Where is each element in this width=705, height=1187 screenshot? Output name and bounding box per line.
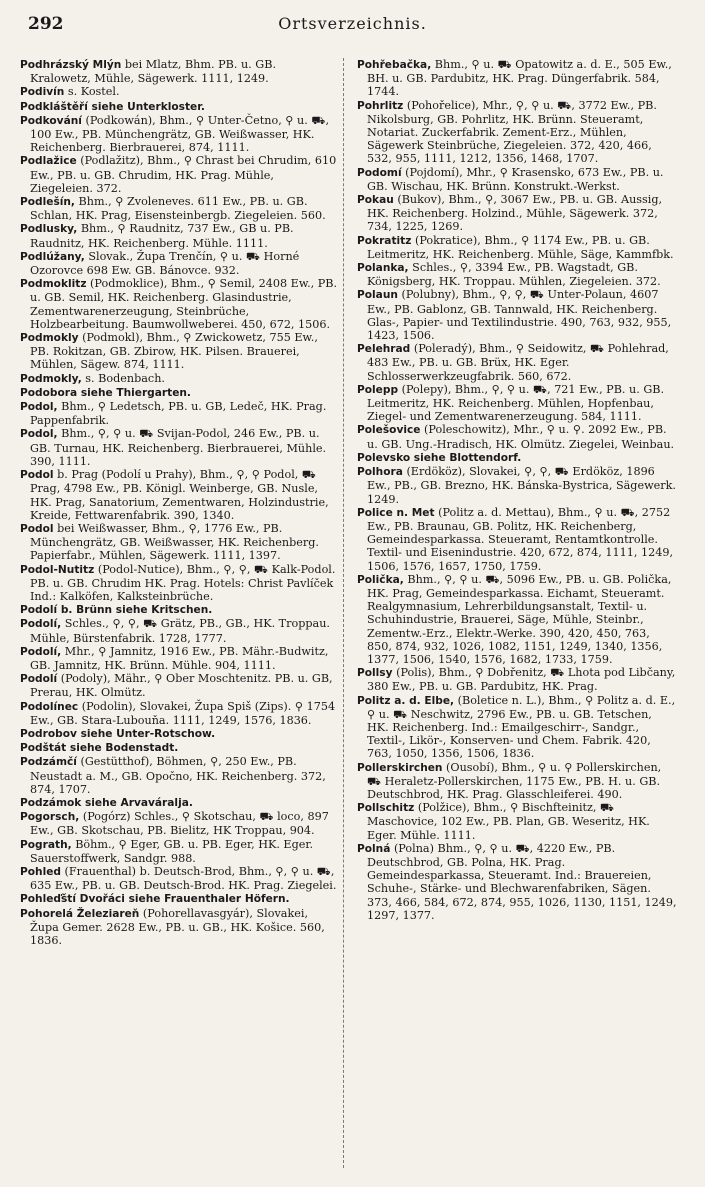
entry-text: (Podlažitz), Bhm., ⚲ Chrast bei Chrudim, 610 Ew., PB. u. GB. Chrudim, HK. Prag. Mühle, Ziegeleien. 372. bbox=[30, 154, 337, 195]
index-entry bbox=[20, 617, 340, 644]
index-entry bbox=[357, 342, 677, 383]
entry-heading: Podlešín, bbox=[20, 196, 75, 209]
entry-text: (Polis), Bhm., ⚲ Dobřenitz, ⛟ Lhota pod Libčany, 380 Ew., PB. u. GB. Pardubitz, HK. Prag. bbox=[367, 666, 676, 694]
index-entry bbox=[357, 842, 677, 922]
entry-text: Mhr., ⚲ Jamnitz, 1916 Ew., PB. Mähr.-Budwitz, GB. Jamnitz, HK. Brünn. Mühle. 904, 1111. bbox=[30, 644, 329, 672]
index-entry bbox=[357, 506, 677, 573]
entry-heading: Podivín bbox=[20, 86, 65, 99]
index-entry bbox=[20, 400, 340, 427]
entry-text: (Pogórz) Schles., ⚲ Skotschau, ⛟ loco, 897 Ew., GB. Skotschau, PB. Bielitz, HK Troppau, 904. bbox=[30, 810, 329, 838]
entry-text: (Podmokl), Bhm., ⚲ Zwickowetz, 755 Ew., PB. Rokitzan, GB. Zbirow, HK. Pilsen. Brauerei, Mühlen, Sägew. 874, 1111. bbox=[30, 331, 318, 372]
index-entry bbox=[357, 666, 677, 693]
entry-heading: Podol, bbox=[20, 401, 58, 414]
entry-text: Bhm., ⚲ Zvoleneves. 611 Ew., PB. u. GB. Schlan, HK. Prag, Eisensteinbergb. Ziegeleien. 560. bbox=[30, 195, 326, 223]
entry-heading: Podol, bbox=[20, 428, 58, 441]
index-entry bbox=[357, 761, 677, 802]
entry-heading: Pohrlitz bbox=[357, 99, 404, 112]
entry-heading: Podol-Nutitz bbox=[20, 563, 95, 576]
entry-text: (Pojdomí), Mhr., ⚲ Krasensko, 673 Ew., PB. u. GB. Wischau, HK. Brünn. Konstrukt.-Werkst. bbox=[367, 165, 664, 193]
index-entry bbox=[20, 468, 340, 522]
index-entry bbox=[20, 755, 340, 796]
index-entry bbox=[20, 250, 340, 277]
entry-text: (Ousobí), Bhm., ⚲ u. ⚲ Pollerskirchen, ⛟ Heraletz-Pollerskirchen, 1175 Ew., PB. H. u. GB. Deutschbrod, HK. Prag. Glasschleiferei. 490. bbox=[367, 760, 662, 801]
entry-text: Bhm., ⚲ Ledetsch, PB. u. GB, Ledeč, HK. Prag. Pappenfabrik. bbox=[30, 400, 327, 428]
index-entry bbox=[20, 603, 340, 617]
entry-heading: Polička, bbox=[357, 573, 404, 586]
index-entry bbox=[20, 195, 340, 222]
index-entry bbox=[357, 261, 677, 288]
entry-heading: Pollerskirchen bbox=[357, 761, 443, 774]
entry-heading: Podrobov siehe Unter-Rotschow. bbox=[20, 727, 216, 740]
entry-heading: Podhrázský Mlýn bbox=[20, 59, 122, 71]
entry-heading: Podolí bbox=[20, 673, 58, 686]
index-entry bbox=[20, 907, 340, 948]
index-entry bbox=[20, 522, 340, 563]
entry-heading: Podobora siehe Thiergarten. bbox=[20, 386, 191, 399]
entry-heading: Podol bbox=[20, 522, 54, 535]
entry-heading: Pograth, bbox=[20, 838, 72, 851]
entry-heading: Polevsko siehe Blottendorf. bbox=[357, 451, 522, 464]
index-entry bbox=[357, 573, 677, 666]
entry-heading: Podlažice bbox=[20, 155, 77, 168]
index-entry bbox=[357, 58, 677, 99]
index-entry bbox=[20, 58, 340, 85]
entry-heading: Polanka, bbox=[357, 262, 409, 275]
index-entry bbox=[357, 694, 677, 761]
index-entry bbox=[20, 114, 340, 155]
entry-text: (Boletice n. L.), Bhm., ⚲ Politz a. d. E., ⚲ u. ⛟ Neschwitz, 2796 Ew., PB. u. GB. Tetschen, HK. Reichenberg. Ind.: Emailgeschirr-, Sandgr., Textil-, Likör-, Konserven- und Chem. Fabrik. 420, 763, 1050, 1356, 1506, 1836. bbox=[367, 693, 676, 761]
index-entry bbox=[20, 672, 340, 699]
index-entry bbox=[357, 193, 677, 234]
entry-heading: Polhora bbox=[357, 466, 403, 479]
entry-heading: Podolí b. Brünn siehe Kritschen. bbox=[20, 604, 213, 617]
index-entry bbox=[20, 810, 340, 837]
entry-text: Slovak., Župa Trenčín, ⚲ u. ⛟ Horné Ozorovce 698 Ew. GB. Bánovce. 932. bbox=[30, 249, 300, 278]
entry-text: Bhm., ⚲ u. ⛟ Opatowitz a. d. E., 505 Ew., BH. u. GB. Pardubitz, HK. Prag. Düngerfabrik. 584, 1744. bbox=[367, 58, 672, 99]
entry-text: Schles., ⚲, 3394 Ew., PB. Wagstadt, GB. Königsberg, HK. Troppau. Mühlen, Ziegeleien. 372. bbox=[367, 261, 661, 289]
column-divider bbox=[343, 58, 344, 1168]
index-entry bbox=[357, 234, 677, 261]
page-number: 292 bbox=[28, 14, 64, 34]
entry-text: (Polubny), Bhm., ⚲, ⚲, ⛟ Unter-Polaun, 4607 Ew., PB. Gablonz, GB. Tannwald, HK. Reichenberg. Glas-, Papier- und Textilindustrie. 490, 763, 932, 955, 1423, 1506. bbox=[367, 288, 672, 343]
index-entry bbox=[357, 451, 677, 465]
entry-heading: Polná bbox=[357, 842, 391, 855]
index-entry bbox=[20, 865, 340, 892]
entry-text: (Polna) Bhm., ⚲, ⚲ u. ⛟, 4220 Ew., PB. Deutschbrod, GB. Polna, HK. Prag. Gemeindesparkassa, Steueramt. Ind.: Brauereien, Schuhe-, Stärke- und Blechwarenfabriken, Sägen. 373, 466, 584, 672, 874, 955, 1026, 1130, 1151, 1249, 1297, 1377. bbox=[367, 841, 677, 922]
page-header bbox=[0, 14, 705, 36]
entry-text: (Pohořelice), Mhr., ⚲, ⚲ u. ⛟, 3772 Ew., PB. Nikolsburg, GB. Pohrlitz, HK. Brünn. Steueramt, Notariat. Zuckerfabrik. Zement-Erz., Mühlen, Sägewerk Steinbrüche, Ziegeleien. 372, 420, 466, 532, 955, 1111, 1212, 1356, 1468, 1707. bbox=[367, 98, 657, 166]
entry-text: bei Weißwasser, Bhm., ⚲, 1776 Ew., PB. Münchengrätz, GB. Weißwasser, HK. Reichenberg. Papierfabr., Mühlen, Sägewerk. 1111, 1397. bbox=[30, 521, 319, 563]
entry-heading: Podkování bbox=[20, 114, 82, 127]
entry-heading: Polešovice bbox=[357, 424, 421, 437]
entry-heading: Pollsy bbox=[357, 667, 393, 680]
entry-heading: Polaun bbox=[357, 289, 398, 302]
entry-text: (Pohorellavasgyár), Slovakei, Župa Gemer. 2628 Ew., PB. u. GB., HK. Košice. 560, 1836. bbox=[30, 906, 325, 947]
index-entry bbox=[20, 100, 340, 114]
entry-text: (Pokratice), Bhm., ⚲ 1174 Ew., PB. u. GB. Leitmeritz, HK. Reichenberg. Mühle, Säge, Kammfbk. bbox=[367, 233, 674, 261]
entry-heading: Podzámok siehe Arvaváralja. bbox=[20, 796, 193, 809]
entry-heading: Podolí, bbox=[20, 645, 62, 658]
index-entry bbox=[357, 288, 677, 342]
entry-heading: Podomí bbox=[357, 166, 402, 179]
entry-heading: Pelehrad bbox=[357, 343, 411, 356]
entry-heading: Podmokly bbox=[20, 332, 79, 345]
entry-heading: Podlusky, bbox=[20, 223, 78, 236]
index-entry bbox=[20, 372, 340, 386]
entry-text: (Polžice), Bhm., ⚲ Bischfteinitz, ⛟ Maschovice, 102 Ew., PB. Plan, GB. Weseritz, HK. Eger. Mühle. 1111. bbox=[367, 801, 650, 842]
entry-heading: Pohřebačka, bbox=[357, 59, 432, 71]
entry-heading: Pogorsch, bbox=[20, 811, 80, 824]
entry-heading: Pohled bbox=[20, 865, 61, 878]
entry-text: (Podol-Nutice), Bhm., ⚲, ⚲, ⛟ Kalk-Podol. PB. u. GB. Chrudim HK. Prag. Hotels: Christ Pavlíček Ind.: Kalköfen, Kalksteinbrüche. bbox=[30, 562, 336, 603]
entry-text: (Poleschowitz), Mhr., ⚲ u. ⚲. 2092 Ew., PB. u. GB. Ung.-Hradisch, HK. Olmütz. Ziegelei, Weinbau. bbox=[367, 423, 675, 451]
entry-heading: Pohorelá Železiareň bbox=[20, 907, 140, 920]
right-column bbox=[357, 58, 677, 922]
entry-text: (Frauenthal) b. Deutsch-Brod, Bhm., ⚲, ⚲ u. ⛟, 635 Ew., PB. u. GB. Deutsch-Brod. HK. Prag. Ziegelei. bbox=[30, 864, 337, 893]
page-title: Ortsverzeichnis. bbox=[278, 14, 427, 33]
left-column bbox=[20, 58, 340, 947]
index-entry bbox=[357, 423, 677, 450]
entry-text: (Erdököz), Slovakei, ⚲, ⚲, ⛟ Erdököz, 1896 Ew., PB., GB. Brezno, HK. Bánska-Bystrica, Sägewerk. 1249. bbox=[367, 465, 676, 506]
index-entry bbox=[20, 796, 340, 810]
entry-text: s. Bodenbach. bbox=[85, 371, 165, 385]
entry-text: Schles., ⚲, ⚲, ⛟ Grätz, PB., GB., HK. Troppau. Mühle, Bürstenfabrik. 1728, 1777. bbox=[30, 617, 330, 645]
index-entry bbox=[20, 727, 340, 741]
index-entry bbox=[20, 892, 340, 906]
entry-heading: Podol bbox=[20, 469, 54, 482]
entry-heading: Podkláštěří siehe Unterkloster. bbox=[20, 100, 205, 113]
entry-text: (Politz a. d. Mettau), Bhm., ⚲ u. ⛟, 2752 Ew., PB. Braunau, GB. Politz, HK. Reichenberg, Gemeindesparkassa. Steueramt, Rentamtkontrolle. Textil- und Eisenindustrie. 420, 672, 874, 1111, 1249, 1506, 1576, 1657, 1750, 1759. bbox=[367, 505, 674, 573]
entry-heading: Podmoklitz bbox=[20, 278, 87, 291]
entry-heading: Police n. Met bbox=[357, 506, 435, 519]
index-entry bbox=[20, 563, 340, 604]
entry-text: (Poleradý), Bhm., ⚲ Seidowitz, ⛟ Pohlehrad, 483 Ew., PB. u. GB. Brüx, HK. Eger. Schlosserwerkzeugfabrik. 560, 672. bbox=[367, 342, 669, 383]
entry-heading: Podmokly, bbox=[20, 372, 82, 385]
entry-text: (Polepy), Bhm., ⚲, ⚲ u. ⛟, 721 Ew., PB. u. GB. Leitmeritz, HK. Reichenberg. Mühlen, Hopfenbau, Ziegel- und Zementwarenerzeugung. 584, 1111. bbox=[367, 382, 665, 424]
entry-heading: Podolí, bbox=[20, 618, 62, 631]
entry-heading: Podštát siehe Bodenstadt. bbox=[20, 742, 179, 755]
entry-text: Böhm., ⚲ Eger, GB. u. PB. Eger, HK. Eger. Sauerstoffwerk, Sandgr. 988. bbox=[30, 837, 314, 865]
entry-heading: Podlúžany, bbox=[20, 250, 85, 263]
entry-text: Bhm., ⚲, ⚲ u. ⛟ Svijan-Podol, 246 Ew., PB. u. GB. Turnau, HK. Reichenberg. Bierbrauerei, Mühle. 390, 1111. bbox=[30, 427, 327, 468]
index-entry bbox=[357, 801, 677, 842]
entry-text: (Podmoklice), Bhm., ⚲ Semil, 2408 Ew., PB. u. GB. Semil, HK. Reichenberg. Glasindustrie, Zementwarenerzeugung, Steinbrüche, Holzbearbeitung. Baumwollweberei. 450, 672, 1506. bbox=[30, 277, 338, 331]
entry-heading: Pokratitz bbox=[357, 234, 412, 247]
index-entry bbox=[20, 838, 340, 865]
entry-heading: Podzámčí bbox=[20, 756, 77, 769]
entry-text: (Gestütthof), Böhmen, ⚲, 250 Ew., PB. Neustadt a. M., GB. Opočno, HK. Reichenberg. 372, 874, 1707. bbox=[30, 755, 326, 796]
index-entry bbox=[20, 222, 340, 249]
entry-text: (Podolin), Slovakei, Župa Spiš (Zips). ⚲ 1754 Ew., GB. Stara-Lubouňa. 1111, 1249, 1576, 1836. bbox=[30, 699, 336, 727]
index-entry bbox=[20, 277, 340, 331]
entry-text: (Podoly), Mähr., ⚲ Ober Moschtenitz. PB. u. GB, Prerau, HK. Olmütz. bbox=[30, 672, 333, 700]
entry-heading: Pollschitz bbox=[357, 802, 415, 815]
entry-text: Bhm., ⚲, ⚲ u. ⛟, 5096 Ew., PB. u. GB. Polička, HK. Prag, Gemeindesparkassa. Eichamt, Steueramt. Realgymnasium, Lehrerbildungsanstalt, Textil- u. Schuhindustrie, Brauerei, Säge, Mühle, Steinbr., Zementw.-Erz., Elektr.-Werke. 390, 420, 450, 763, 850, 874, 932, 1026, 1082, 1151, 1249, 1340, 1356, 1377, 1506, 1540, 1576, 1682, 1733, 1759. bbox=[367, 572, 672, 666]
entry-heading: Politz a. d. Elbe, bbox=[357, 694, 455, 707]
entry-heading: Polepp bbox=[357, 383, 399, 396]
index-entry bbox=[20, 386, 340, 400]
entry-heading: Pohleďští Dvořáci siehe Frauenthaler Höfern. bbox=[20, 893, 290, 906]
entry-heading: Podolínec bbox=[20, 700, 79, 713]
index-entry bbox=[357, 383, 677, 424]
entry-text: b. Prag (Podolí u Prahy), Bhm., ⚲, ⚲ Podol, ⛟ Prag, 4798 Ew., PB. Königl. Weinberge, GB. Nusle, HK. Prag, Sanatorium, Zementwaren, Holzindustrie, Kreide, Fettwarenfabrik. 390, 1340. bbox=[30, 468, 329, 522]
index-entry bbox=[20, 700, 340, 727]
index-entry bbox=[20, 645, 340, 672]
index-entry bbox=[20, 741, 340, 755]
index-entry bbox=[20, 331, 340, 372]
entry-text: s. Kostel. bbox=[67, 85, 120, 99]
index-entry bbox=[357, 166, 677, 193]
index-entry bbox=[357, 99, 677, 166]
index-entry bbox=[357, 465, 677, 506]
entry-text: (Podkowán), Bhm., ⚲ Unter-Četno, ⚲ u. ⛟, 100 Ew., PB. Münchengrätz, GB. Weißwasser, HK. Reichenberg. Bierbrauerei, 874, 1111. bbox=[30, 113, 330, 155]
entry-text: bei Mlatz, Bhm. PB. u. GB. Kralowetz, Mühle, Sägewerk. 1111, 1249. bbox=[30, 58, 277, 86]
index-entry bbox=[20, 154, 340, 195]
entry-text: Bhm., ⚲ Raudnitz, 737 Ew., GB u. PB. Raudnitz, HK. Reichenberg. Mühle. 1111. bbox=[30, 222, 294, 250]
entry-text: (Bukov), Bhm., ⚲, 3067 Ew., PB. u. GB. Aussig, HK. Reichenberg. Holzind., Mühle, Sägewerk. 372, 734, 1225, 1269. bbox=[367, 193, 663, 234]
index-entry bbox=[20, 85, 340, 99]
entry-heading: Pokau bbox=[357, 194, 394, 207]
index-entry bbox=[20, 427, 340, 468]
